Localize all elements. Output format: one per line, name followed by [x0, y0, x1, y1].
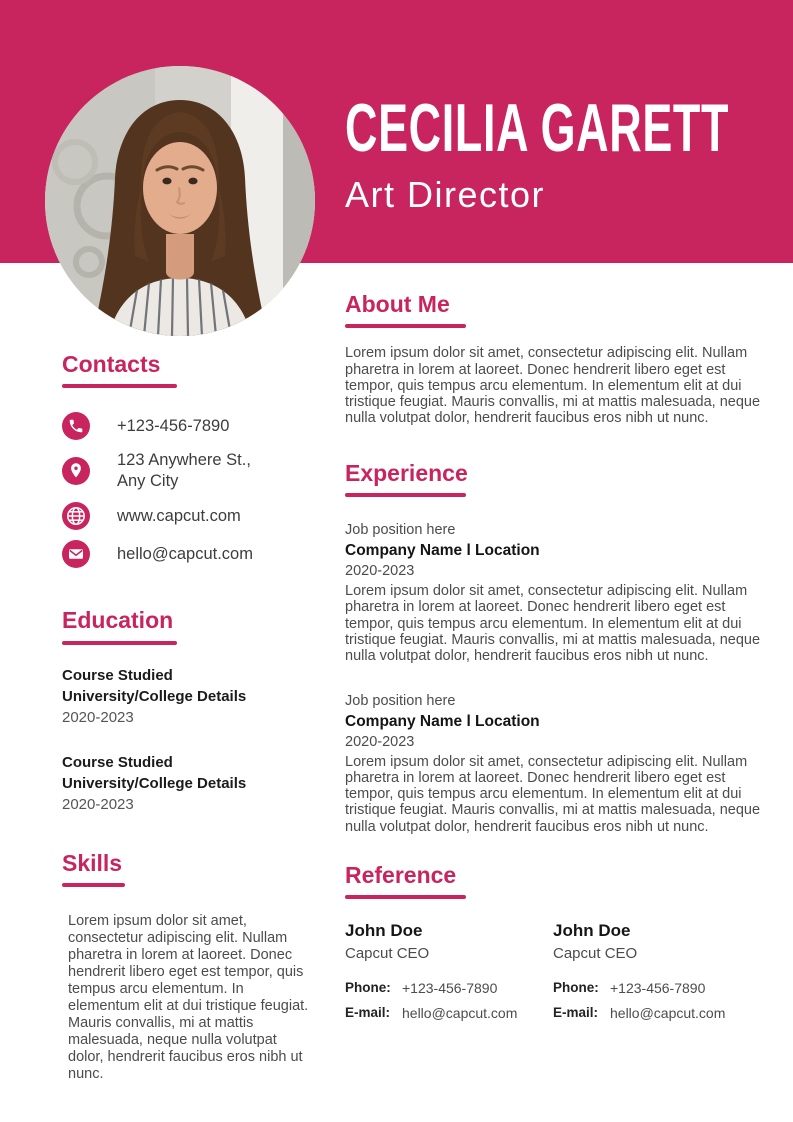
job-description: Lorem ipsum dolor sit amet, consectetur adipiscing elit. Nullam pharetra in lorem at laoreet. Donec hendrerit libero eget est tempor, quis tempus arcu elementum. In elementum elit at dui tristique feugiat. Mauris convallis, mi at mattis malesuada, neque nulla volutpat dolor, hendrerit faucibus eros nibh ut nunc.	[345, 753, 761, 835]
reference-role: Capcut CEO	[345, 945, 430, 963]
contacts-heading: Contacts	[62, 351, 161, 377]
reference-heading: Reference	[345, 862, 457, 889]
job-years: 2020-2023	[345, 733, 415, 750]
reference-email-row	[345, 1004, 553, 1022]
reference-section	[345, 863, 761, 1029]
reference-email-label: E-mail:	[553, 1005, 599, 1021]
job-description: Lorem ipsum dolor sit amet, consectetur adipiscing elit. Nullam pharetra in lorem at laoreet. Donec hendrerit libero eget est tempor, quis tempus arcu elementum. In elementum elit at dui tristique feugiat. Mauris convallis, mi at mattis malesuada, neque nulla volutpat dolor, hendrerit faucibus eros nibh ut nunc.	[345, 583, 761, 665]
education-course: Course Studied	[62, 753, 173, 771]
globe-icon	[62, 502, 90, 530]
experience-section	[345, 461, 761, 835]
education-years: 2020-2023	[62, 708, 134, 726]
right-column	[345, 292, 761, 1029]
reference-role: Capcut CEO	[553, 945, 638, 963]
contact-address-value	[117, 450, 251, 492]
person-name: CECILIA GARETT	[345, 90, 730, 166]
experience-entry	[345, 520, 761, 664]
contacts-heading-rule	[62, 384, 177, 388]
experience-entry	[345, 691, 761, 835]
portrait-illustration	[45, 66, 315, 336]
experience-heading-rule	[345, 493, 466, 497]
education-heading-rule	[62, 641, 177, 645]
reference-name: John Doe	[553, 921, 631, 941]
job-position: Job position here	[345, 522, 456, 539]
about-section	[345, 292, 761, 427]
about-heading-rule	[345, 324, 466, 328]
header-identity	[345, 90, 793, 216]
contact-address-line2: Any City	[117, 472, 179, 491]
experience-heading: Experience	[345, 459, 468, 486]
left-column	[62, 352, 314, 1083]
education-years: 2020-2023	[62, 795, 134, 813]
job-years: 2020-2023	[345, 563, 415, 580]
job-company: Company Name l Location	[345, 712, 540, 730]
phone-icon	[62, 412, 90, 440]
reference-email-row	[553, 1004, 761, 1022]
location-pin-icon	[62, 457, 90, 485]
contact-address-line1: 123 Anywhere St.,	[117, 451, 251, 470]
education-section	[62, 608, 314, 814]
profile-photo	[45, 66, 315, 336]
contact-email-value[interactable]: hello@capcut.com	[117, 544, 253, 563]
reference-contact-rows	[345, 979, 553, 1022]
reference-phone-value[interactable]: +123-456-7890	[402, 980, 498, 997]
job-position: Job position here	[345, 692, 456, 709]
skills-heading: Skills	[62, 849, 123, 876]
contact-row-email	[62, 540, 314, 568]
reference-email-label: E-mail:	[345, 1005, 391, 1021]
about-text: Lorem ipsum dolor sit amet, consectetur adipiscing elit. Nullam pharetra in lorem at laoreet. Donec hendrerit libero eget est tempor, quis tempus arcu elementum. In elementum elit at dui tristique feugiat. Mauris convallis, mi at mattis malesuada, neque nulla volutpat dolor, hendrerit faucibus eros nibh ut nunc.	[345, 345, 761, 427]
reference-phone-row	[553, 979, 761, 997]
envelope-icon	[62, 540, 90, 568]
reference-phone-label: Phone:	[345, 980, 391, 996]
skills-section	[62, 851, 314, 1083]
education-entry	[62, 752, 314, 815]
reference-heading-rule	[345, 895, 466, 899]
reference-phone-value[interactable]: +123-456-7890	[610, 980, 706, 997]
reference-card	[553, 920, 761, 1029]
education-entry	[62, 665, 314, 728]
contact-row-address	[62, 450, 314, 492]
contact-row-website	[62, 502, 314, 530]
reference-email-value[interactable]: hello@capcut.com	[402, 1005, 518, 1022]
contact-phone-value[interactable]: +123-456-7890	[117, 416, 230, 435]
reference-contact-rows	[553, 979, 761, 1022]
about-heading: About Me	[345, 291, 450, 317]
skills-heading-rule	[62, 883, 125, 887]
person-title: Art Director	[345, 174, 546, 215]
contact-row-phone	[62, 412, 314, 440]
contacts-section	[62, 352, 314, 568]
education-heading: Education	[62, 607, 174, 634]
reference-phone-row	[345, 979, 553, 997]
skills-text: Lorem ipsum dolor sit amet, consectetur adipiscing elit. Nullam pharetra in lorem at laoreet. Donec hendrerit libero eget est tempor, quis tempus arcu elementum. In elementum elit at dui tristique feugiat. Mauris convallis, mi at mattis malesuada, neque nulla volutpat dolor, hendrerit faucibus eros nibh ut nunc.	[68, 912, 309, 1082]
contact-list	[62, 412, 314, 568]
education-school: University/College Details	[62, 687, 247, 705]
reference-name: John Doe	[345, 921, 423, 941]
education-school: University/College Details	[62, 774, 247, 792]
education-course: Course Studied	[62, 666, 173, 684]
reference-grid	[345, 920, 761, 1029]
job-company: Company Name l Location	[345, 542, 540, 560]
reference-phone-label: Phone:	[553, 980, 599, 996]
reference-card	[345, 920, 553, 1029]
contact-website-value[interactable]: www.capcut.com	[117, 506, 241, 525]
reference-email-value[interactable]: hello@capcut.com	[610, 1005, 726, 1022]
